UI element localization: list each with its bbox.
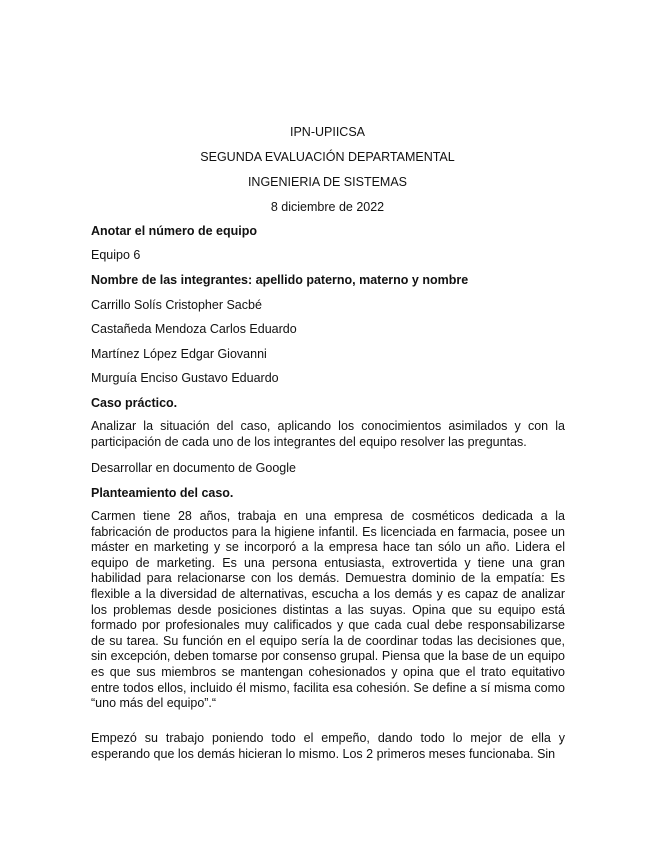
statement-paragraph-1: Carmen tiene 28 años, trabaja en una empresa de cosméticos dedicada a la fabricación de productos para la higiene infantil. Es licenciada en farmacia, posee un máster en marketing y se incorporó a la empresa hace tan sólo un año. Lidera el equipo de marketing. Es una persona entusiasta, extrovertida y tiene una gran habilidad para relacionarse con los demás. Demuestra dominio de la empatía: Es flexible a la diversidad de alternativas, escucha a los demás y es capaz de analizar los problemas desde posiciones distintas a las suyas. Opina que su equipo está formado por profesionales muy calificados y que cada cual debe responsabilizarse de su tarea. Su función en el equipo sería la de coordinar todas las decisiones que, sin excepción, deben tomarse por consenso grupal. Piensa que la base de un equipo es que sus miembros se mantengan cohesionados y opina que el trato equitativo entre todos ellos, incluido él mismo, facilita esa cohesión. Se define a sí misma como “uno más del equipo”.“ <box>91 509 565 711</box>
member-item: Martínez López Edgar Giovanni <box>91 347 267 361</box>
case-format: Desarrollar en documento de Google <box>91 461 296 475</box>
case-instructions: Analizar la situación del caso, aplicando los conocimientos asimilados y con la participación de cada uno de los integrantes del equipo resolver las preguntas. <box>91 419 565 449</box>
team-heading: Anotar el número de equipo <box>91 224 257 238</box>
member-item: Castañeda Mendoza Carlos Eduardo <box>91 322 297 336</box>
members-heading: Nombre de las integrantes: apellido paterno, materno y nombre <box>91 273 469 287</box>
member-item: Carrillo Solís Cristopher Sacbé <box>91 298 262 312</box>
exam-date: 8 diciembre de 2022 <box>270 200 385 214</box>
institution-title: IPN-UPIICSA <box>289 125 365 139</box>
subject-title: INGENIERIA DE SISTEMAS <box>247 175 408 189</box>
statement-paragraph-2: Empezó su trabajo poniendo todo el empeño, dando todo lo mejor de ella y esperando que los demás hicieran lo mismo. Los 2 primeros meses funcionaba. Sin <box>91 731 565 761</box>
case-heading: Caso práctico. <box>91 396 178 410</box>
statement-heading: Planteamiento del caso. <box>91 486 234 500</box>
exam-title: SEGUNDA EVALUACIÓN DEPARTAMENTAL <box>200 150 455 164</box>
team-number: Equipo 6 <box>91 248 141 262</box>
member-item: Murguía Enciso Gustavo Eduardo <box>91 371 279 385</box>
